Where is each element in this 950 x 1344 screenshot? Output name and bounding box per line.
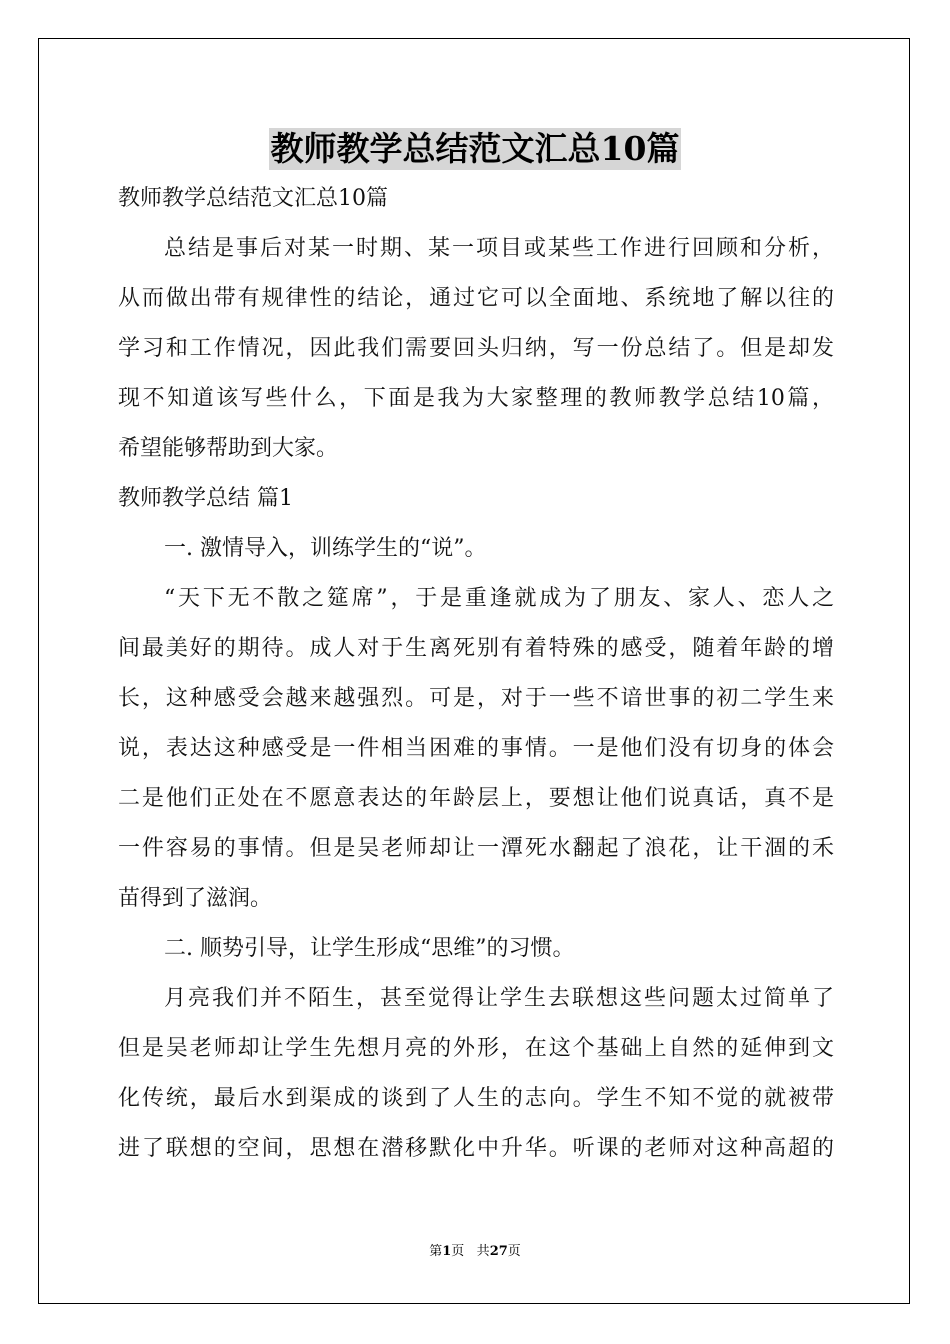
text-line: 学习和工作情况，因此我们需要回头归纳，写一份总结了。但是却发 xyxy=(118,336,834,361)
title-container xyxy=(0,128,950,170)
text-line: 总结是事后对某一时期、某一项目或某些工作进行回顾和分析， xyxy=(164,236,834,261)
footer-page-number: 1 xyxy=(442,1244,452,1259)
footer-total-prefix: 共 xyxy=(476,1244,490,1259)
footer-total-pages: 27 xyxy=(489,1244,508,1259)
text-line: 说，表达这种感受是一件相当困难的事情。一是他们没有切身的体会 xyxy=(118,736,834,761)
text-line: 长，这种感受会越来越强烈。可是，对于一些不谙世事的初二学生来 xyxy=(118,686,834,711)
text-line: 从而做出带有规律性的结论，通过它可以全面地、系统地了解以往的 xyxy=(118,286,834,311)
document-body xyxy=(118,180,834,1180)
text-line: 间最美好的期待。成人对于生离死别有着特殊的感受，随着年龄的增 xyxy=(118,636,834,661)
text-line: 化传统，最后水到渠成的谈到了人生的志向。学生不知不觉的就被带 xyxy=(118,1086,834,1111)
footer-page-suffix: 页 xyxy=(451,1244,465,1259)
text-line: 教师教学总结范文汇总10篇 xyxy=(118,186,388,211)
text-line: 二. 顺势引导，让学生形成“思维”的习惯。 xyxy=(164,936,575,961)
text-line: 希望能够帮助到大家。 xyxy=(118,436,339,461)
text-line: “天下无不散之筵席”，于是重逢就成为了朋友、家人、恋人之 xyxy=(164,586,834,611)
text-line: 教师教学总结 篇1 xyxy=(118,486,293,511)
page-footer xyxy=(0,1244,950,1260)
text-line: 现不知道该写些什么，下面是我为大家整理的教师教学总结10篇， xyxy=(118,386,834,411)
text-line: 苗得到了滋润。 xyxy=(118,886,273,911)
footer-page-prefix: 第 xyxy=(429,1244,443,1259)
page-title: 教师教学总结范文汇总10篇 xyxy=(270,129,680,168)
text-line: 进了联想的空间，思想在潜移默化中升华。听课的老师对这种高超的 xyxy=(118,1136,834,1161)
text-line: 二是他们正处在不愿意表达的年龄层上，要想让他们说真话，真不是 xyxy=(118,786,834,811)
text-line: 月亮我们并不陌生，甚至觉得让学生去联想这些问题太过简单了 xyxy=(164,986,834,1011)
text-line: 一件容易的事情。但是吴老师却让一潭死水翻起了浪花，让干涸的禾 xyxy=(118,836,834,861)
footer-total-suffix: 页 xyxy=(507,1244,521,1259)
text-line: 但是吴老师却让学生先想月亮的外形，在这个基础上自然的延伸到文 xyxy=(118,1036,834,1061)
text-line: 一. 激情导入，训练学生的“说”。 xyxy=(164,536,487,561)
